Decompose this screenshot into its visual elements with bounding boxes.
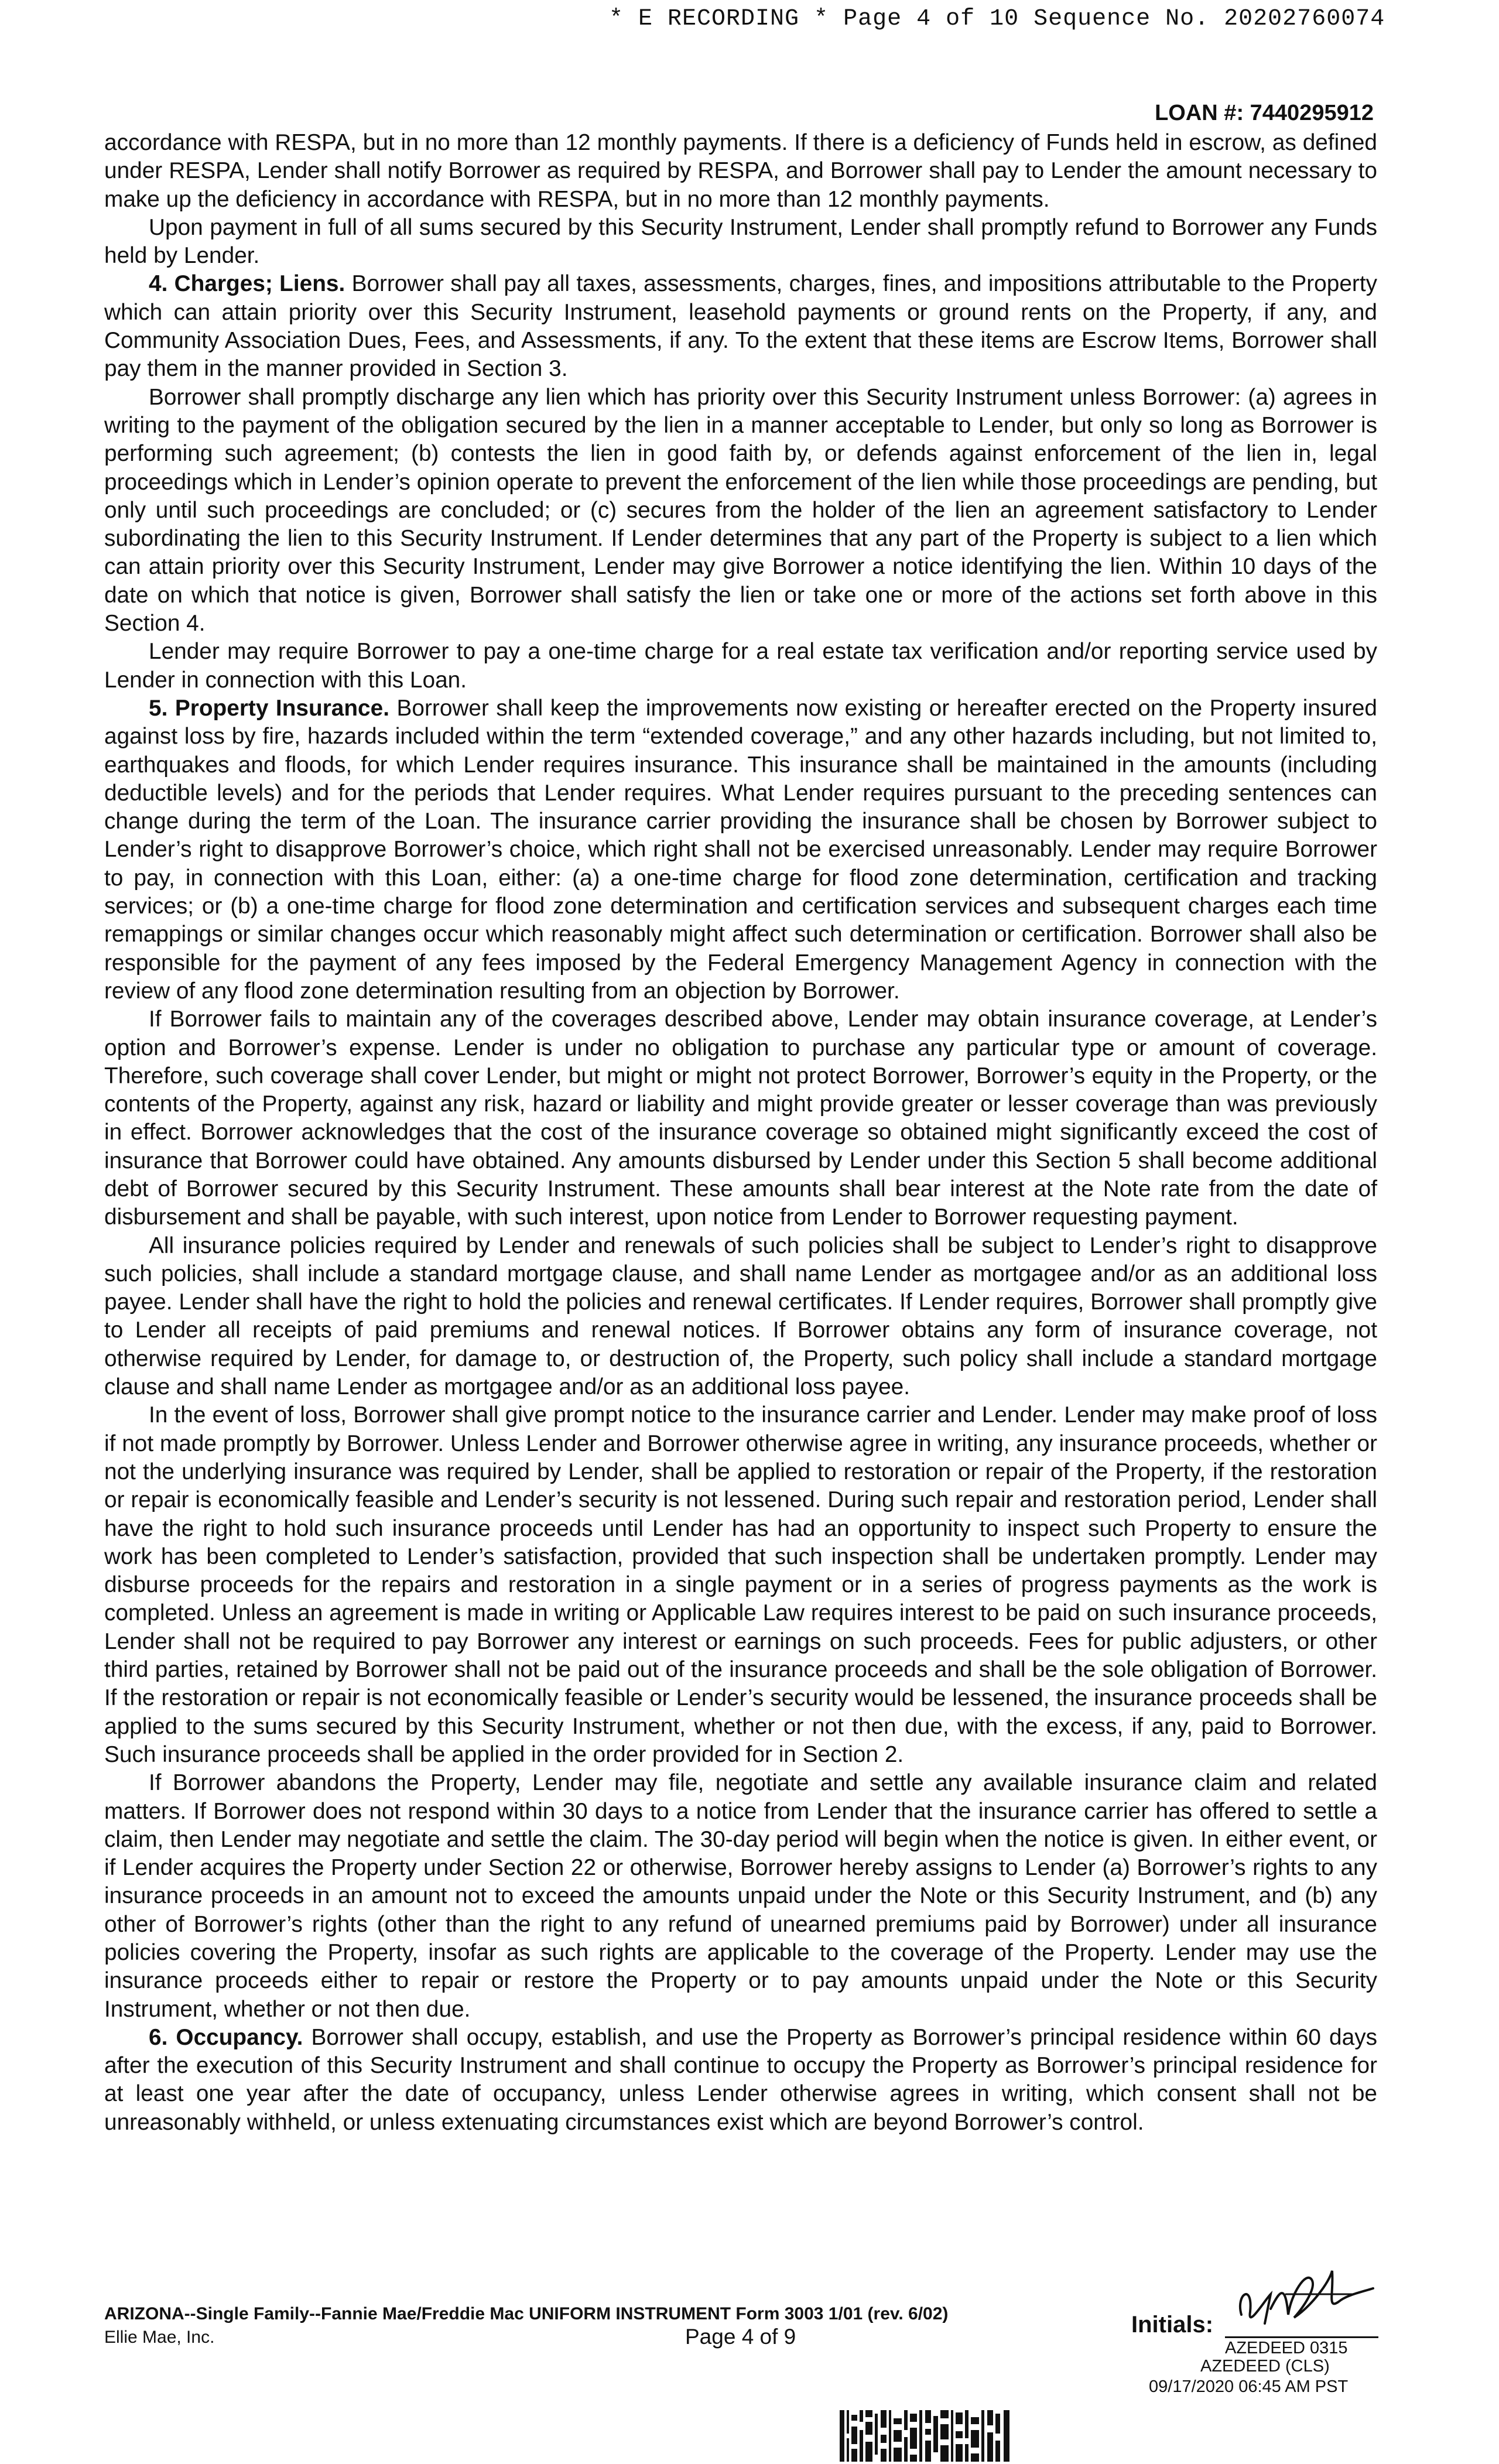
section-5-coverage: If Borrower fails to maintain any of the coverages described above, Lender may obtain insurance coverage, at Lender’s option and Borrower’s expense. Lender is under no obligation to purchase any particular type or amount of coverage. Therefore, such coverage shall cover Lender, but might or might not protect Borrower, Borrower’s equity in the Property, or the contents of the Property, against any risk, hazard or liability and might provide greater or lesser coverage than was previously in effect. Borrower acknowledges that the cost of the insurance coverage so obtained might significantly exceed the cost of insurance that Borrower could have obtained. Any amounts disbursed by Lender under this Section 5 shall become additional debt of Borrower secured by this Security Instrument. These amounts shall bear interest at the Note rate from the date of disbursement and shall be payable, with such interest, upon notice from Lender to Borrower requesting payment. <box>104 1007 1377 1230</box>
footer-company: Ellie Mae, Inc. <box>104 2328 215 2347</box>
initials-line <box>1225 2336 1378 2338</box>
initials-code: AZEDEED 0315 <box>1225 2339 1348 2357</box>
initials-timestamp: 09/17/2020 06:45 AM PST <box>1149 2377 1349 2396</box>
paragraph-escrow-deficiency: accordance with RESPA, but in no more than 12 monthly payments. If there is a deficiency of Funds held in escrow, as defined under RESPA, Lender shall notify Borrower as required by RESPA, and Borrower shall pay to Lender the amount necessary to make up the deficiency in accordance with RESPA, but in no more than 12 monthly payments. <box>104 130 1377 212</box>
section-4-liens: Borrower shall promptly discharge any lien which has priority over this Security Instrument unless Borrower: (a) agrees in writing to the payment of the obligation secured by the lien in a manner acceptable to Lender, but only so long as Borrower is performing such agreement; (b) contests the lien in good faith by, or defends against enforcement of the lien in, legal proceedings which in Lender’s opinion operate to prevent the enforcement of the lien while those proceedings are pending, but only until such proceedings are concluded; or (c) secures from the holder of the lien an agreement satisfactory to Lender subordinating the lien to this Security Instrument. If Lender determines that any part of the Property is subject to a lien which can attain priority over this Security Instrument, Lender may give Borrower a notice identifying the lien. Within 10 days of the date on which that notice is given, Borrower shall satisfy the lien or take one or more of the actions set forth above in this Section 4. <box>104 384 1377 636</box>
section-5-title: 5. Property Insurance. <box>149 695 389 721</box>
section-5-abandonment: If Borrower abandons the Property, Lender may file, negotiate and settle any available insurance claim and related matters. If Borrower does not respond within 30 days to a notice from Lender that the insurance carrier has offered to settle a claim, then Lender may negotiate and settle the claim. The 30-day period will begin when the notice is given. In either event, or if Lender acquires the Property under Section 22 or otherwise, Borrower hereby assigns to Lender (a) Borrower’s rights to any insurance proceeds in an amount not to exceed the amounts unpaid under the Note or this Security Instrument, and (b) any other of Borrower’s rights (other than the right to any refund of unearned premiums paid by Borrower) under all insurance policies covering the Property, insofar as such rights are applicable to the coverage of the Property. Lender may use the insurance proceeds either to repair or restore the Property or to pay amounts unpaid under the Note or this Security Instrument, whether or not then due. <box>104 1770 1377 2022</box>
section-5 <box>104 694 1377 1005</box>
barcode-image <box>837 2407 1013 2464</box>
section-6 <box>104 2024 1377 2137</box>
loan-number: LOAN #: 7440295912 <box>1155 101 1374 125</box>
initials-signature <box>1230 2259 1376 2335</box>
recording-stamp: * E RECORDING * Page 4 of 10 Sequence No. 20202760074 <box>609 6 1385 32</box>
paragraph-refund: Upon payment in full of all sums secured by this Security Instrument, Lender shall promptly refund to Borrower any Funds held by Lender. <box>104 214 1377 269</box>
section-5-loss: In the event of loss, Borrower shall give prompt notice to the insurance carrier and Lender. Lender may make proof of loss if not made promptly by Borrower. Unless Lender and Borrower otherwise agree in writing, any insurance proceeds, whether or not the underlying insurance was required by Lender, shall be applied to restoration or repair of the Property, if the restoration or repair is economically feasible and Lender’s security is not lessened. During such repair and restoration period, Lender shall have the right to hold such insurance proceeds until Lender has had an opportunity to inspect such Property to ensure the work has been completed to Lender’s satisfaction, provided that such inspection shall be undertaken promptly. Lender may disburse proceeds for the repairs and restoration in a single payment or in a series of progress payments as the work is completed. Unless an agreement is made in writing or Applicable Law requires interest to be paid on such insurance proceeds, Lender shall not be required to pay Borrower any interest or earnings on such proceeds. Fees for public adjusters, or other third parties, retained by Borrower shall not be paid out of the insurance proceeds and shall be the sole obligation of Borrower. If the restoration or repair is not economically feasible or Lender’s security would be lessened, the insurance proceeds shall be applied to the sums secured by this Security Instrument, whether or not then due, with the excess, if any, paid to Borrower. Such insurance proceeds shall be applied in the order provided for in Section 2. <box>104 1402 1377 1767</box>
initials-code-cls: AZEDEED (CLS) <box>1200 2357 1330 2376</box>
section-5-text: Borrower shall keep the improvements now existing or hereafter erected on the Property insured against loss by fire, hazards included within the term “extended coverage,” and any other hazards including, but not limited to, earthquakes and floods, for which Lender requires insurance. This insurance shall be maintained in the amounts (including deductible levels) and for the periods that Lender requires. What Lender requires pursuant to the preceding sentences can change during the term of the Loan. The insurance carrier providing the insurance shall be chosen by Borrower subject to Lender’s right to disapprove Borrower’s choice, which right shall not be exercised unreasonably. Lender may require Borrower to pay, in connection with this Loan, either: (a) a one-time charge for flood zone determination, certification and tracking services; or (b) a one-time charge for flood zone determination and certification services and subsequent charges each time remappings or similar changes occur which reasonably might affect such determination or certification. Borrower shall also be responsible for the payment of any fees imposed by the Federal Emergency Management Agency in connection with the review of any flood zone determination resulting from an objection by Borrower. <box>104 695 1377 1004</box>
section-6-title: 6. Occupancy. <box>149 2024 303 2050</box>
section-4 <box>104 270 1377 383</box>
section-4-text: Borrower shall pay all taxes, assessments, charges, fines, and impositions attributable to the Property which can attain priority over this Security Instrument, leasehold payments or ground rents on the Property, if any, and Community Association Dues, Fees, and Assessments, if any. To the extent that these items are Escrow Items, Borrower shall pay them in the manner provided in Section 3. <box>104 271 1377 382</box>
footer-form-info <box>104 2302 948 2349</box>
section-5-policies: All insurance policies required by Lender and renewals of such policies shall be subject to Lender’s right to disapprove such policies, shall include a standard mortgage clause, and shall name Lender as mortgagee and/or as an additional loss payee. Lender shall have the right to hold the policies and renewal certificates. If Lender requires, Borrower shall promptly give to Lender all receipts of paid premiums and renewal notices. If Borrower obtains any form of insurance coverage, not otherwise required by Lender, for damage to, or destruction of, the Property, such policy shall include a standard mortgage clause and shall name Lender as mortgagee and/or as an additional loss payee. <box>104 1233 1377 1400</box>
footer-form-title: ARIZONA--Single Family--Fannie Mae/Freddie Mac UNIFORM INSTRUMENT Form 3003 1/01 (rev. 6/02) <box>104 2304 949 2323</box>
page-number: Page 4 of 9 <box>685 2325 796 2349</box>
initials-label: Initials: <box>1131 2312 1214 2338</box>
document-body <box>104 129 1377 2137</box>
section-6-text: Borrower shall occupy, establish, and use the Property as Borrower’s principal residence within 60 days after the execution of this Security Instrument and shall continue to occupy the Property as Borrower’s principal residence for at least one year after the date of occupancy, unless Lender otherwise agrees in writing, which consent shall not be unreasonably withheld, or unless extenuating circumstances exist which are beyond Borrower’s control. <box>104 2024 1377 2135</box>
section-4-title: 4. Charges; Liens. <box>149 271 345 297</box>
section-4-tax-charge: Lender may require Borrower to pay a one-time charge for a real estate tax verification and/or reporting service used by Lender in connection with this Loan. <box>104 639 1377 693</box>
